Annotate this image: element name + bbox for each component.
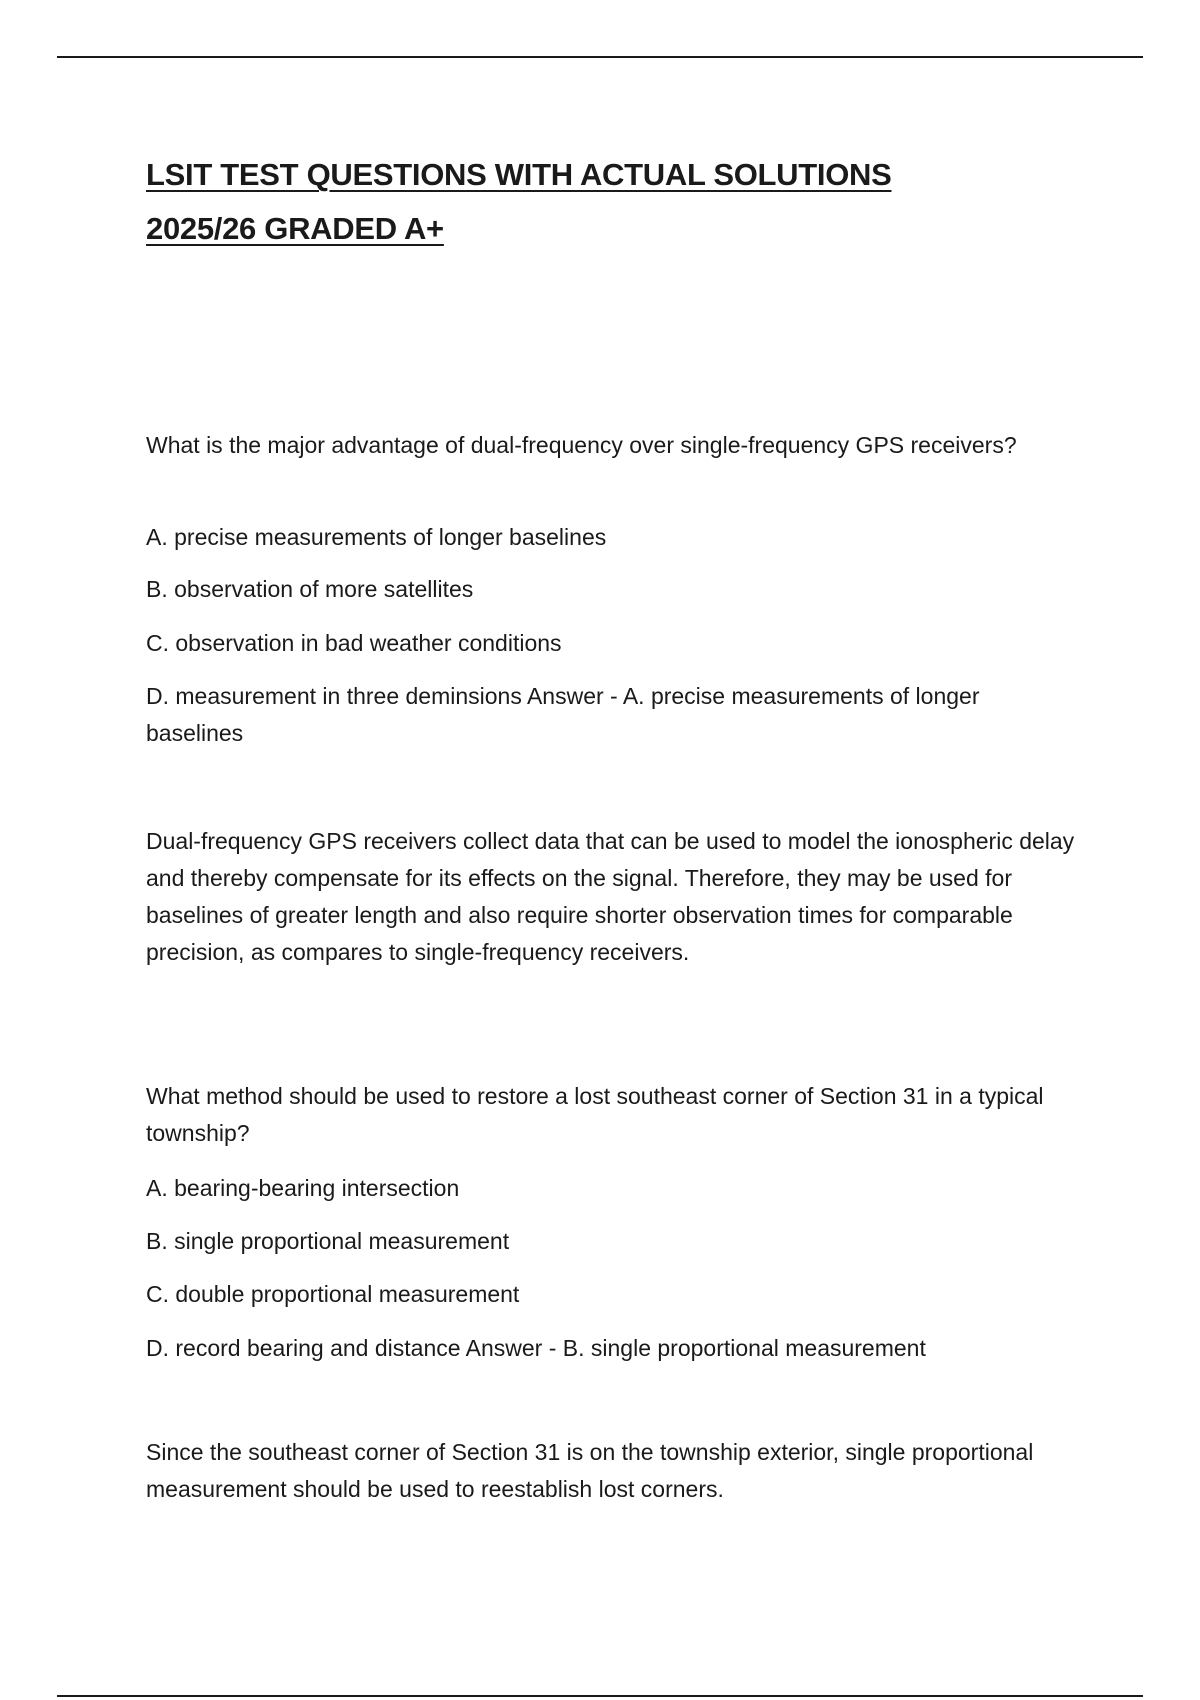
title-line-2: 2025/26 GRADED A+	[146, 211, 444, 246]
question-1-option-c: C. observation in bad weather conditions	[146, 630, 562, 656]
question-2-explanation: Since the southeast corner of Section 31 is on the township exterior, single proportional measurement should be used to reestablish lost corners.	[146, 1439, 1034, 1502]
question-1-option-d-answer: D. measurement in three deminsions Answer - A. precise measurements of longer baselines	[146, 683, 980, 746]
question-1-option-a: A. precise measurements of longer baselines	[146, 524, 607, 550]
question-2-option-d-answer: D. record bearing and distance Answer - B. single proportional measurement	[146, 1335, 926, 1361]
document-title	[146, 148, 1046, 256]
question-2-option-b: B. single proportional measurement	[146, 1228, 510, 1254]
question-1-explanation: Dual-frequency GPS receivers collect data that can be used to model the ionospheric delay and thereby compensate for its effects on the signal. Therefore, they may be used for baselines of greater length and also require shorter observation times for comparable precision, as compares to single-frequency receivers.	[146, 828, 1075, 965]
question-2-text: What method should be used to restore a lost southeast corner of Section 31 in a typical township?	[146, 1083, 1044, 1146]
question-1-option-b: B. observation of more satellites	[146, 576, 474, 602]
question-2-option-a: A. bearing-bearing intersection	[146, 1175, 460, 1201]
question-2-option-c: C. double proportional measurement	[146, 1281, 520, 1307]
footer-rule	[57, 1695, 1143, 1697]
question-1-text: What is the major advantage of dual-frequency over single-frequency GPS receivers?	[146, 432, 1017, 458]
header-rule	[57, 56, 1143, 58]
title-line-1: LSIT TEST QUESTIONS WITH ACTUAL SOLUTIONS	[146, 157, 892, 192]
